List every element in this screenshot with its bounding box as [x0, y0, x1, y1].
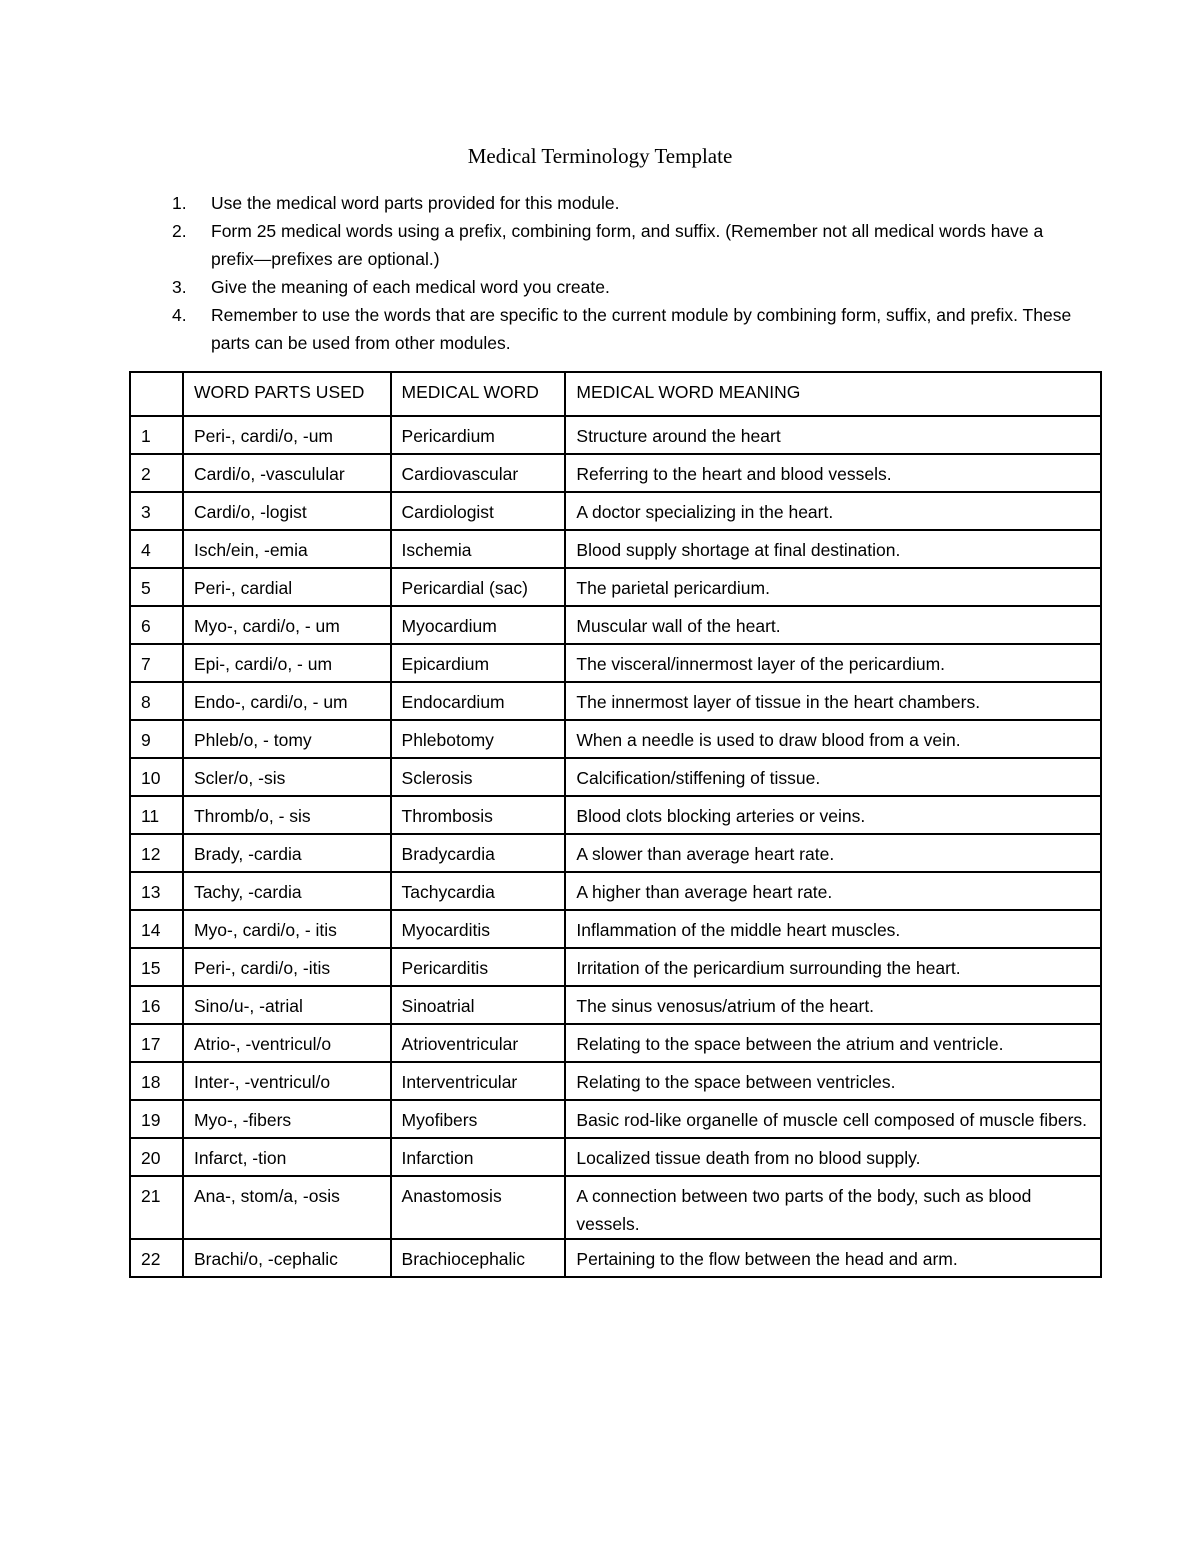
cell-meaning: Relating to the space between ventricles.: [565, 1062, 1101, 1100]
cell-word-parts: Myo-, -fibers: [183, 1100, 391, 1138]
table-row: [130, 1024, 1101, 1062]
instruction-number: 2.: [172, 221, 187, 241]
instruction-item: [172, 189, 1072, 217]
cell-word-parts: Scler/o, -sis: [183, 758, 391, 796]
cell-word-parts: Myo-, cardi/o, - um: [183, 606, 391, 644]
cell-number: 3: [130, 492, 183, 530]
cell-number: 2: [130, 454, 183, 492]
cell-medical-word: Myocardium: [391, 606, 566, 644]
instruction-text: Use the medical word parts provided for this module.: [211, 193, 620, 213]
cell-meaning: A doctor specializing in the heart.: [565, 492, 1101, 530]
cell-number: 6: [130, 606, 183, 644]
cell-medical-word: Pericarditis: [391, 948, 566, 986]
cell-medical-word: Endocardium: [391, 682, 566, 720]
cell-medical-word: Tachycardia: [391, 872, 566, 910]
instruction-number: 1.: [172, 193, 187, 213]
cell-number: 1: [130, 416, 183, 454]
cell-word-parts: Atrio-, -ventricul/o: [183, 1024, 391, 1062]
cell-word-parts: Thromb/o, - sis: [183, 796, 391, 834]
header-meaning: MEDICAL WORD MEANING: [565, 372, 1101, 416]
table-row: [130, 1239, 1101, 1277]
cell-number: 9: [130, 720, 183, 758]
cell-word-parts: Ana-, stom/a, -osis: [183, 1176, 391, 1239]
instruction-item: [172, 273, 1072, 301]
instruction-text: Form 25 medical words using a prefix, combining form, and suffix. (Remember not all medical words have a prefix—prefixes are optional.): [211, 221, 1044, 269]
table-row: [130, 1062, 1101, 1100]
cell-meaning: The parietal pericardium.: [565, 568, 1101, 606]
header-medical-word: MEDICAL WORD: [391, 372, 566, 416]
cell-meaning: When a needle is used to draw blood from a vein.: [565, 720, 1101, 758]
table-row: [130, 720, 1101, 758]
table-row: [130, 796, 1101, 834]
cell-medical-word: Thrombosis: [391, 796, 566, 834]
instruction-item: [172, 301, 1072, 357]
cell-word-parts: Peri-, cardial: [183, 568, 391, 606]
cell-word-parts: Cardi/o, -vasculular: [183, 454, 391, 492]
table-row: [130, 454, 1101, 492]
cell-medical-word: Ischemia: [391, 530, 566, 568]
table-row: [130, 758, 1101, 796]
cell-word-parts: Cardi/o, -logist: [183, 492, 391, 530]
cell-number: 20: [130, 1138, 183, 1176]
cell-word-parts: Peri-, cardi/o, -itis: [183, 948, 391, 986]
table-row: [130, 568, 1101, 606]
cell-meaning: Structure around the heart: [565, 416, 1101, 454]
table-row: [130, 1138, 1101, 1176]
table-row: [130, 834, 1101, 872]
instruction-number: 3.: [172, 277, 187, 297]
cell-medical-word: Pericardial (sac): [391, 568, 566, 606]
cell-number: 13: [130, 872, 183, 910]
cell-word-parts: Endo-, cardi/o, - um: [183, 682, 391, 720]
cell-number: 14: [130, 910, 183, 948]
table-body: [130, 416, 1101, 1277]
cell-number: 22: [130, 1239, 183, 1277]
document-title: Medical Terminology Template: [467, 144, 733, 168]
cell-medical-word: Anastomosis: [391, 1176, 566, 1239]
cell-word-parts: Brachi/o, -cephalic: [183, 1239, 391, 1277]
cell-medical-word: Sinoatrial: [391, 986, 566, 1024]
table-row: [130, 948, 1101, 986]
cell-word-parts: Brady, -cardia: [183, 834, 391, 872]
instruction-text: Give the meaning of each medical word you create.: [211, 277, 610, 297]
cell-medical-word: Myocarditis: [391, 910, 566, 948]
cell-medical-word: Atrioventricular: [391, 1024, 566, 1062]
table-row: [130, 1176, 1101, 1239]
cell-number: 11: [130, 796, 183, 834]
table-row: [130, 986, 1101, 1024]
cell-medical-word: Phlebotomy: [391, 720, 566, 758]
cell-meaning: A slower than average heart rate.: [565, 834, 1101, 872]
cell-meaning: Irritation of the pericardium surrounding the heart.: [565, 948, 1101, 986]
table-row: [130, 606, 1101, 644]
table-row: [130, 910, 1101, 948]
cell-number: 21: [130, 1176, 183, 1239]
cell-medical-word: Cardiovascular: [391, 454, 566, 492]
cell-meaning: Blood clots blocking arteries or veins.: [565, 796, 1101, 834]
instructions-list: [172, 189, 1072, 357]
cell-number: 16: [130, 986, 183, 1024]
table-row: [130, 416, 1101, 454]
cell-meaning: Muscular wall of the heart.: [565, 606, 1101, 644]
cell-medical-word: Interventricular: [391, 1062, 566, 1100]
table-row: [130, 872, 1101, 910]
instruction-text: Remember to use the words that are specific to the current module by combining form, suffix, and prefix. These parts can be used from other modules.: [211, 305, 1072, 353]
cell-number: 12: [130, 834, 183, 872]
cell-medical-word: Bradycardia: [391, 834, 566, 872]
cell-medical-word: Pericardium: [391, 416, 566, 454]
cell-meaning: Referring to the heart and blood vessels.: [565, 454, 1101, 492]
table-row: [130, 1100, 1101, 1138]
cell-meaning: Calcification/stiffening of tissue.: [565, 758, 1101, 796]
cell-number: 17: [130, 1024, 183, 1062]
cell-meaning: The visceral/innermost layer of the pericardium.: [565, 644, 1101, 682]
table-row: [130, 492, 1101, 530]
cell-number: 7: [130, 644, 183, 682]
cell-meaning: Localized tissue death from no blood supply.: [565, 1138, 1101, 1176]
cell-number: 15: [130, 948, 183, 986]
cell-word-parts: Epi-, cardi/o, - um: [183, 644, 391, 682]
cell-number: 10: [130, 758, 183, 796]
cell-number: 18: [130, 1062, 183, 1100]
terminology-table: [129, 371, 1102, 1278]
cell-meaning: The innermost layer of tissue in the heart chambers.: [565, 682, 1101, 720]
cell-word-parts: Inter-, -ventricul/o: [183, 1062, 391, 1100]
cell-word-parts: Infarct, -tion: [183, 1138, 391, 1176]
cell-number: 5: [130, 568, 183, 606]
cell-meaning: Inflammation of the middle heart muscles.: [565, 910, 1101, 948]
header-word-parts: WORD PARTS USED: [183, 372, 391, 416]
cell-meaning: A higher than average heart rate.: [565, 872, 1101, 910]
cell-meaning: The sinus venosus/atrium of the heart.: [565, 986, 1101, 1024]
cell-medical-word: Epicardium: [391, 644, 566, 682]
cell-medical-word: Brachiocephalic: [391, 1239, 566, 1277]
cell-word-parts: Sino/u-, -atrial: [183, 986, 391, 1024]
cell-word-parts: Peri-, cardi/o, -um: [183, 416, 391, 454]
cell-number: 4: [130, 530, 183, 568]
table-row: [130, 644, 1101, 682]
cell-word-parts: Myo-, cardi/o, - itis: [183, 910, 391, 948]
cell-medical-word: Infarction: [391, 1138, 566, 1176]
cell-meaning: Basic rod-like organelle of muscle cell composed of muscle fibers.: [565, 1100, 1101, 1138]
cell-meaning: Relating to the space between the atrium and ventricle.: [565, 1024, 1101, 1062]
table-header-row: [130, 372, 1101, 416]
cell-number: 19: [130, 1100, 183, 1138]
cell-word-parts: Phleb/o, - tomy: [183, 720, 391, 758]
cell-meaning: Blood supply shortage at final destination.: [565, 530, 1101, 568]
cell-medical-word: Myofibers: [391, 1100, 566, 1138]
instruction-item: [172, 217, 1072, 273]
table-row: [130, 530, 1101, 568]
cell-medical-word: Cardiologist: [391, 492, 566, 530]
cell-meaning: Pertaining to the flow between the head and arm.: [565, 1239, 1101, 1277]
instruction-number: 4.: [172, 305, 187, 325]
header-number: [130, 372, 183, 416]
cell-word-parts: Isch/ein, -emia: [183, 530, 391, 568]
cell-medical-word: Sclerosis: [391, 758, 566, 796]
cell-word-parts: Tachy, -cardia: [183, 872, 391, 910]
cell-number: 8: [130, 682, 183, 720]
table-row: [130, 682, 1101, 720]
cell-meaning: A connection between two parts of the body, such as blood vessels.: [565, 1176, 1101, 1239]
